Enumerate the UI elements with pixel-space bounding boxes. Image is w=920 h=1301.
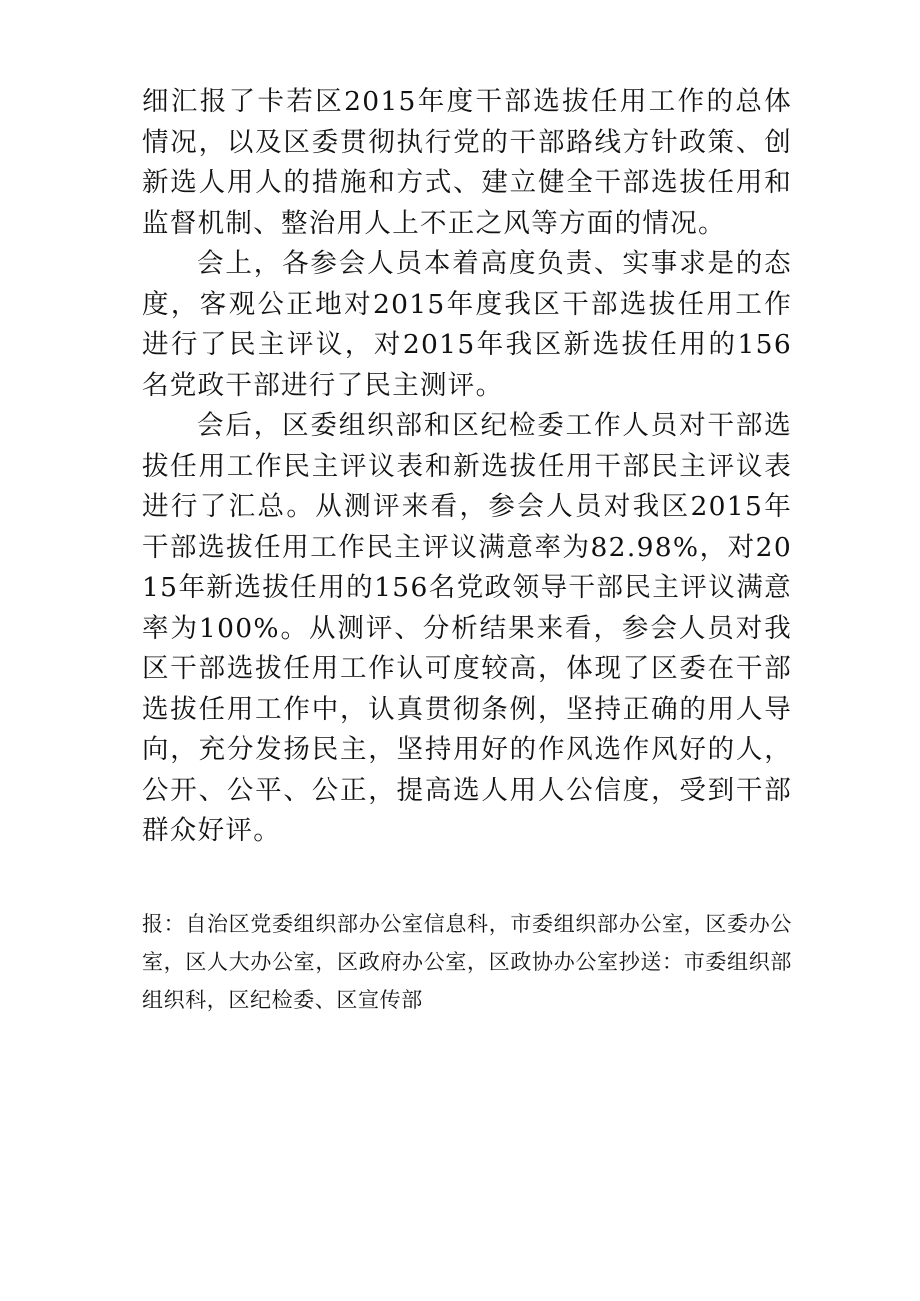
paragraph-meeting-evaluation: 会上，各参会人员本着高度负责、实事求是的态度，客观公正地对2015年度我区干部选拔任用工作进行了民主评议，对2015年我区新选拔任用的156名党政干部进行了民主测评。 (142, 248, 792, 401)
distribution-block (142, 905, 792, 1019)
paragraph-report-summary: 细汇报了卡若区2015年度干部选拔任用工作的总体情况，以及区委贯彻执行党的干部路线方针政策、创新选人用人的措施和方式、建立健全干部选拔任用和监督机制、整治用人上不正之风等方面的情况。 (142, 86, 792, 239)
distribution-list: 报：自治区党委组织部办公室信息科，市委组织部办公室，区委办公室，区人大办公室，区政府办公室，区政协办公室抄送：市委组织部组织科，区纪检委、区宣传部 (142, 912, 792, 1012)
paragraph-evaluation-results: 会后，区委组织部和区纪检委工作人员对干部选拔任用工作民主评议表和新选拔任用干部民主评议表进行了汇总。从测评来看，参会人员对我区2015年干部选拔任用工作民主评议满意率为82.98%，对2015年新选拔任用的156名党政领导干部民主评议满意率为100%。从测评、分析结果来看，参会人员对我区干部选拔任用工作认可度较高，体现了区委在干部选拔任用工作中，认真贯彻条例，坚持正确的用人导向，充分发扬民主，坚持用好的作风选作风好的人，公开、公平、公正，提高选人用人公信度，受到干部群众好评。 (142, 410, 792, 846)
document-body (142, 82, 792, 852)
